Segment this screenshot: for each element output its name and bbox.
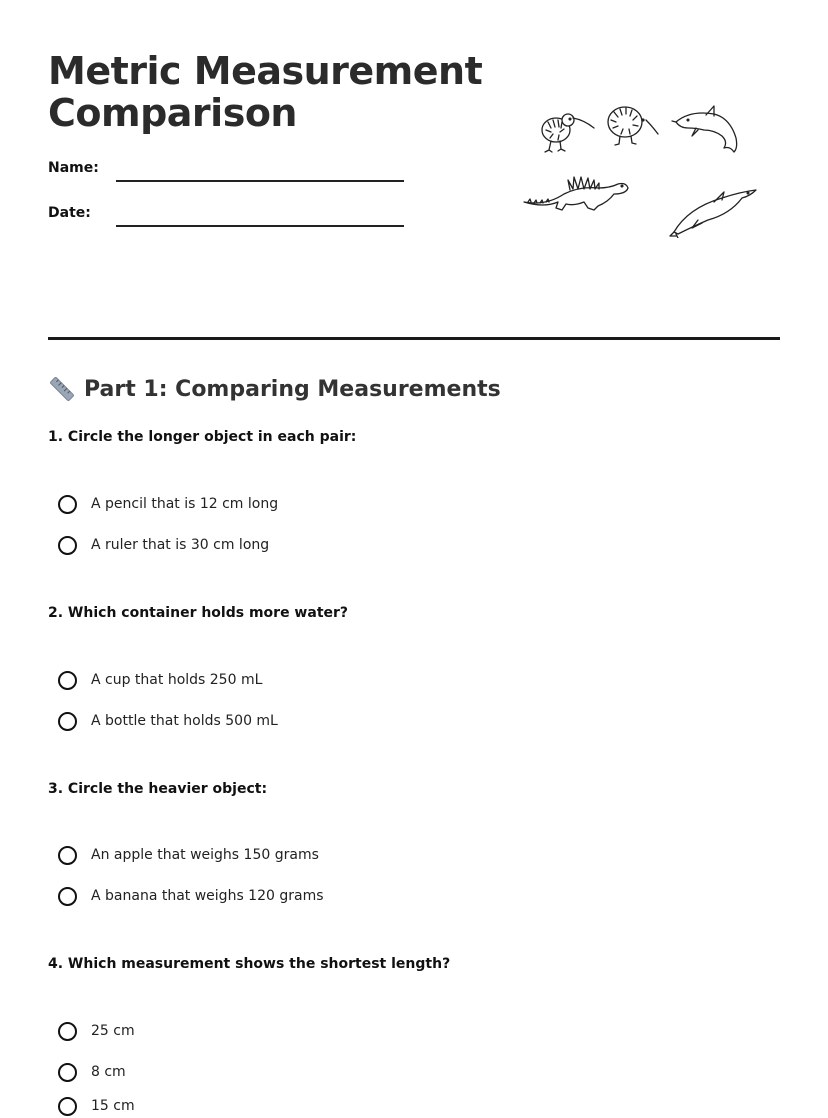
option-label: 8 cm [91, 1064, 126, 1080]
worksheet-title-line1: Metric Measurement [48, 49, 483, 93]
option-label: A ruler that is 30 cm long [91, 537, 270, 553]
q3-option-2[interactable] [58, 884, 324, 908]
worksheet-title-line2: Comparison [48, 91, 297, 135]
q4-option-3[interactable] [58, 1094, 135, 1118]
q2-option-2[interactable] [58, 709, 278, 733]
name-label: Name: [48, 160, 99, 176]
q4-option-2[interactable] [58, 1060, 126, 1084]
date-field[interactable] [48, 205, 408, 229]
radio-circle[interactable] [58, 712, 77, 731]
option-label: A pencil that is 12 cm long [91, 496, 279, 512]
question-4: 4. Which measurement shows the shortest length? [48, 956, 451, 972]
name-line[interactable] [116, 180, 404, 182]
dolphin-icon [670, 190, 756, 238]
option-label: A cup that holds 250 mL [91, 672, 263, 688]
part1-heading-text: Part 1: Comparing Measurements [84, 376, 501, 402]
date-line[interactable] [116, 225, 404, 227]
radio-circle[interactable] [58, 1063, 77, 1082]
ruler-icon [48, 375, 76, 403]
date-label: Date: [48, 205, 91, 221]
option-label: 15 cm [91, 1098, 135, 1114]
q3-option-1[interactable] [58, 843, 319, 867]
radio-circle[interactable] [58, 1022, 77, 1041]
option-label: An apple that weighs 150 grams [91, 847, 319, 863]
radio-circle[interactable] [58, 671, 77, 690]
name-field[interactable] [48, 160, 408, 184]
kiwi-bird-icon [608, 107, 658, 145]
option-label: A bottle that holds 500 mL [91, 713, 278, 729]
dolphin-icon [672, 106, 737, 152]
q2-option-1[interactable] [58, 668, 262, 692]
dinosaur-icon [524, 177, 628, 210]
option-label: 25 cm [91, 1023, 135, 1039]
kiwi-bird-icon [542, 114, 594, 152]
q4-option-1[interactable] [58, 1019, 135, 1043]
radio-circle[interactable] [58, 887, 77, 906]
radio-circle[interactable] [58, 846, 77, 865]
q1-option-2[interactable] [58, 533, 269, 557]
radio-circle[interactable] [58, 495, 77, 514]
question-2: 2. Which container holds more water? [48, 605, 349, 621]
question-3: 3. Circle the heavier object: [48, 781, 268, 797]
q1-option-1[interactable] [58, 492, 278, 516]
animal-illustrations [518, 98, 768, 238]
radio-circle[interactable] [58, 536, 77, 555]
radio-circle[interactable] [58, 1097, 77, 1116]
part1-heading [48, 374, 501, 404]
question-1: 1. Circle the longer object in each pair: [48, 429, 357, 445]
section-divider [48, 337, 780, 340]
worksheet-title [48, 50, 482, 134]
option-label: A banana that weighs 120 grams [91, 888, 324, 904]
